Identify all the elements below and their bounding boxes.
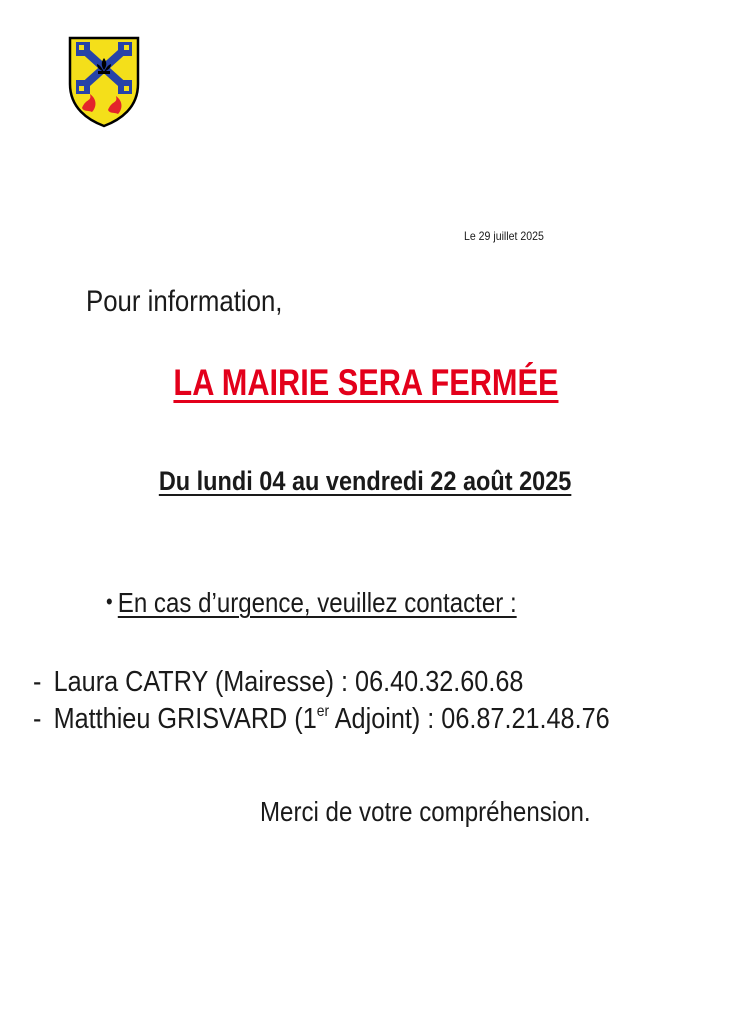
closure-headline-text: LA MAIRIE SERA FERMÉE xyxy=(172,362,559,403)
contact-line xyxy=(33,703,610,736)
list-dash: - xyxy=(33,666,42,698)
contact-deputy-post: Adjoint) : 06.87.21.48.76 xyxy=(329,703,610,735)
closure-headline xyxy=(0,362,731,404)
document-date: Le 29 juillet 2025 xyxy=(464,229,544,243)
list-dash: - xyxy=(33,703,42,735)
contact-mayor: Laura CATRY (Mairesse) : 06.40.32.60.68 xyxy=(53,666,524,698)
urgent-contact-heading xyxy=(106,587,517,619)
intro-text: Pour information, xyxy=(86,285,283,318)
urgent-contact-text: En cas d’urgence, veuillez contacter : xyxy=(117,587,517,618)
closure-period-text: Du lundi 04 au vendredi 22 août 2025 xyxy=(159,466,572,496)
coat-of-arms-icon xyxy=(68,36,140,128)
contact-deputy-pre: Matthieu GRISVARD (1 xyxy=(53,703,317,735)
bullet-icon: • xyxy=(106,589,113,614)
closure-period xyxy=(0,466,731,497)
contact-line xyxy=(33,666,523,699)
contact-deputy-sup: er xyxy=(316,703,330,720)
thanks-text: Merci de votre compréhension. xyxy=(260,796,591,827)
